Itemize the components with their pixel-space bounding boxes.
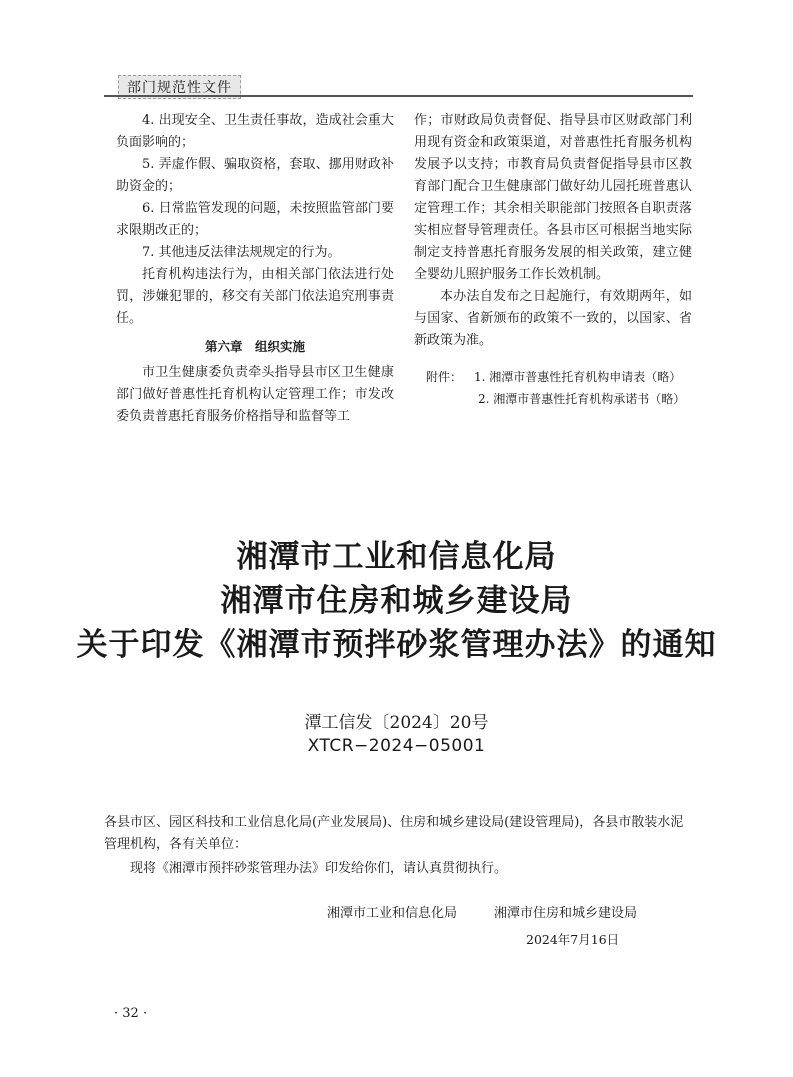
chapter-paragraph: 市卫生健康委负责牵头指导县市区卫生健康部门做好普惠性托育机构认定管理工作；市发改委负责普惠托育服务价格指导和监督等工 xyxy=(116,365,394,424)
title-line-2: 湘潭市住房和城乡建设局 xyxy=(220,583,573,619)
penalty-paragraph xyxy=(116,264,394,330)
notice-title xyxy=(0,535,793,667)
effective-paragraph: 本办法自发布之日起施行，有效期两年，如与国家、省新颁布的政策不一致的，以国家、省新政策为准。 xyxy=(414,289,692,348)
list-item-6-line2: 要求限期改正的； xyxy=(116,201,394,238)
list-item-4-line1: 4. 出现安全、卫生责任事故，造成社会重 xyxy=(142,113,381,128)
list-item-7-line1: 7. 其他违反法律法规规定的行为。 xyxy=(142,245,341,260)
document-number: 潭工信发〔2024〕20号 xyxy=(304,713,489,733)
penalty-line1: 托育机构违法行为，由相关部门依法进行 xyxy=(142,267,381,282)
attachment-1 xyxy=(414,366,692,388)
attachments xyxy=(414,366,692,410)
addressees: 各县市区、园区科技和工业信息化局(产业发展局)、住房和城乡建设局(建设管理局)，各县市散装水泥管理机构，各有关单位： xyxy=(104,815,684,852)
notice-body xyxy=(104,812,693,880)
penalty-line2: 处罚，涉嫌犯罪的，移交有关部门依法追究刑事责任。 xyxy=(116,267,394,326)
list-item-7 xyxy=(116,242,394,264)
list-item-6-line1: 6. 日常监管发现的问题，未按照监管部门 xyxy=(142,201,381,216)
title-line-3: 关于印发《湘潭市预拌砂浆管理办法》的通知 xyxy=(76,627,717,663)
left-column xyxy=(116,110,394,428)
signatory-industry-bureau: 湘潭市工业和信息化局 xyxy=(327,906,458,921)
page-number: · 32 · xyxy=(114,1006,148,1021)
header-rule xyxy=(104,95,693,97)
right-column xyxy=(414,110,692,410)
chapter-heading: 第六章 组织实施 xyxy=(204,339,305,354)
list-item-4-line2: 大负面影响的； xyxy=(116,113,394,150)
attachment-1-text: 1. 湘潭市普惠性托育机构申请表（略） xyxy=(474,370,682,384)
attachment-2: 2. 湘潭市普惠性托育机构承诺书（略） xyxy=(478,392,686,406)
notice-text: 现将《湘潭市预拌砂浆管理办法》印发给你们，请认真贯彻执行。 xyxy=(130,861,508,876)
title-line-1: 湘潭市工业和信息化局 xyxy=(236,539,557,575)
list-item-5 xyxy=(116,154,394,198)
list-item-6 xyxy=(116,198,394,242)
signatory-housing-bureau: 湘潭市住房和城乡建设局 xyxy=(494,906,638,921)
issue-date: 2024年7月16日 xyxy=(526,932,620,947)
list-item-5-line1: 5. 弄虚作假、骗取资格，套取、挪用财政 xyxy=(142,157,381,172)
list-item-5-line2: 补助资金的； xyxy=(116,157,394,194)
attachments-label: 附件： xyxy=(426,370,463,384)
list-item-4 xyxy=(116,110,394,154)
responsibility-paragraph: 作；市财政局负责督促、指导县市区财政部门利用现有资金和政策渠道，对普惠性托育服务机构发展予以支持；市教育局负责督促指导县市区教育部门配合卫生健康部门做好幼儿园托班普惠认定管理工作；其余相关职能部门按照各自职责落实相应督导管理责任。各县市区可根据当地实际制定支持普惠托育服务发展的相关政策，建立健全婴幼儿照护服务工作长效机制。 xyxy=(414,113,692,282)
section-tag: 部门规范性文件 xyxy=(118,75,241,99)
document-code: XTCR−2024−05001 xyxy=(307,736,486,756)
